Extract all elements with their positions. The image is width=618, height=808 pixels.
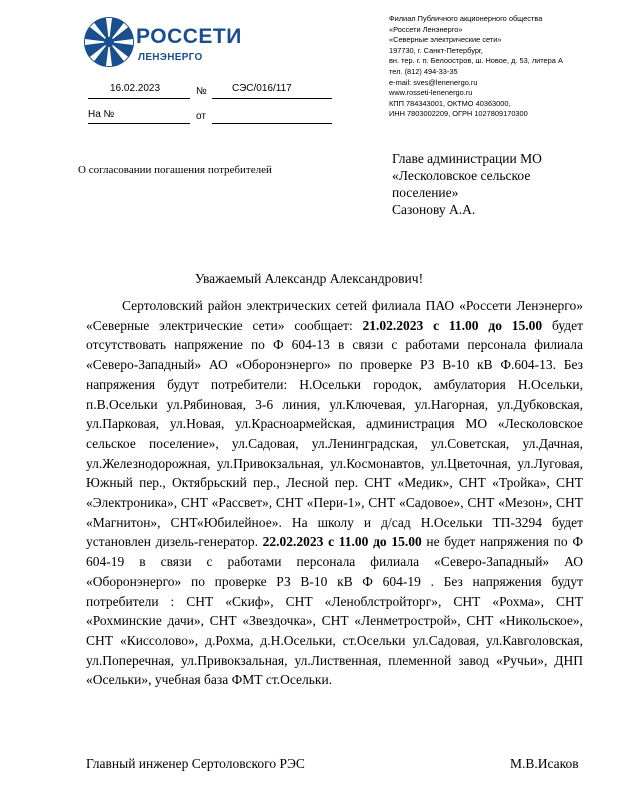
addressee-line: «Лесколовское сельское (392, 168, 531, 183)
outage-date-1: 21.02.2023 с 11.00 до 15.00 (362, 317, 543, 333)
letter-subject: О согласовании погашения потребителей (78, 164, 272, 176)
number-symbol: № (196, 86, 207, 97)
logo-name: РОССЕТИ (136, 25, 242, 48)
org-line: ИНН 7803002209, ОГРН 1027809170300 (389, 109, 528, 119)
org-details (389, 14, 604, 120)
outage-date-2: 22.02.2023 с 11.00 до 15.00 (262, 534, 422, 550)
addressee-line: Главе администрации МО (392, 151, 542, 166)
body-text: не будет напряжения по Ф 604-19 в связи с работами персонала филиала «Северо-Западный» АО «Оборонэнерго» по проверке РЗ В-10 кВ Ф 604-19 . Без напряжения будут потребители : СНТ «Скиф», СНТ «Леноблстройторг», СНТ «Рохма», СНТ «Рохминские дачи», СНТ «Звездочка», СНТ «Ленметрострой», СНТ «Никольское», СНТ «Киссолово», д.Рохма, д.Н.Осельки, ст.Осельки ул.Садовая, ул.Кавголовская, ул.Поперечная, ул.Привокзальная, ул.Лиственная, племенной завод «Ручьи», ДНП «Осельки», учебная база ФМТ ст.Осельки. (86, 534, 583, 688)
org-line: Филиал Публичного акционерного общества (389, 14, 543, 23)
number-underline (212, 98, 332, 99)
org-line: e-mail: sves@lenenergo.ru (389, 77, 478, 87)
org-line: www.rosseti-lenenergo.ru (389, 88, 473, 98)
letter-body (86, 296, 583, 690)
signatory-title: Главный инженер Сертоловского РЭС (86, 756, 305, 771)
org-line: вн. тер. г. п. Белоостров, ш. Новое, д. 53, литера А (389, 56, 563, 66)
na-label: На № (88, 109, 115, 120)
date-underline (88, 98, 190, 99)
addressee (392, 150, 602, 218)
org-line: тел. (812) 494-33-35 (389, 66, 458, 76)
body-text: будет отсутствовать напряжение по Ф 604-13 в связи с работами персонала филиала «Северо-Западный» АО «Оборонэнерго» по проверке РЗ В-10 кВ Ф.604-13. Без напряжения будут потребители: Н.Осельки городок, амбулатория Н.Осельки, п.В.Осельки ул.Рябиновая, 3-6 линия, ул.Ключевая, ул.Нагорная, ул.Дубковская, ул.Парковая, ул.Новая, ул.Красноармейская, администрация МО «Лесколовское сельское поселение», ул.Садовая, ул.Ленинградская, ул.Советская, ул.Дачная, ул.Железнодорожная, ул.Привокзальная, ул.Космонавтов, ул.Цветочная, ул.Луговая, Южный пер., Октябрьский пер., Лесной пер. СНТ «Медик», СНТ «Тройка», СНТ «Электроника», СНТ «Рассвет», СНТ «Пери-1», СНТ «Садовое», СНТ «Мезон», СНТ «Магнитон», СНТ«Юбилейное». На школу и д/сад Н.Осельки ТП-3294 будет установлен дизель-генератор. (86, 317, 583, 550)
signatory-name: М.В.Исаков (510, 756, 579, 771)
body-paragraph (86, 296, 583, 690)
number-field: СЭС/016/117 (232, 83, 292, 94)
na-underline (88, 123, 190, 124)
org-line: «Россети Ленэнерго» (389, 24, 463, 34)
ot-label: от (196, 111, 206, 122)
logo-subname: ЛЕНЭНЕРГО (138, 52, 203, 63)
ot-underline (212, 123, 332, 124)
addressee-line: Сазонову А.А. (392, 202, 476, 217)
body-text: Сертоловский район электрических сетей филиала ПАО «Россети Ленэнерго» «Северные электрические сети» сообщает: (86, 298, 583, 333)
org-line: «Северные электрические сети» (389, 35, 502, 45)
org-line: 197730, г. Санкт-Петербург, (389, 45, 483, 55)
date-field: 16.02.2023 (110, 83, 161, 94)
org-line: КПП 784343001, ОКТМО 40363000, (389, 98, 511, 108)
addressee-line: поселение» (392, 185, 459, 200)
greeting: Уважаемый Александр Александрович! (194, 271, 424, 286)
